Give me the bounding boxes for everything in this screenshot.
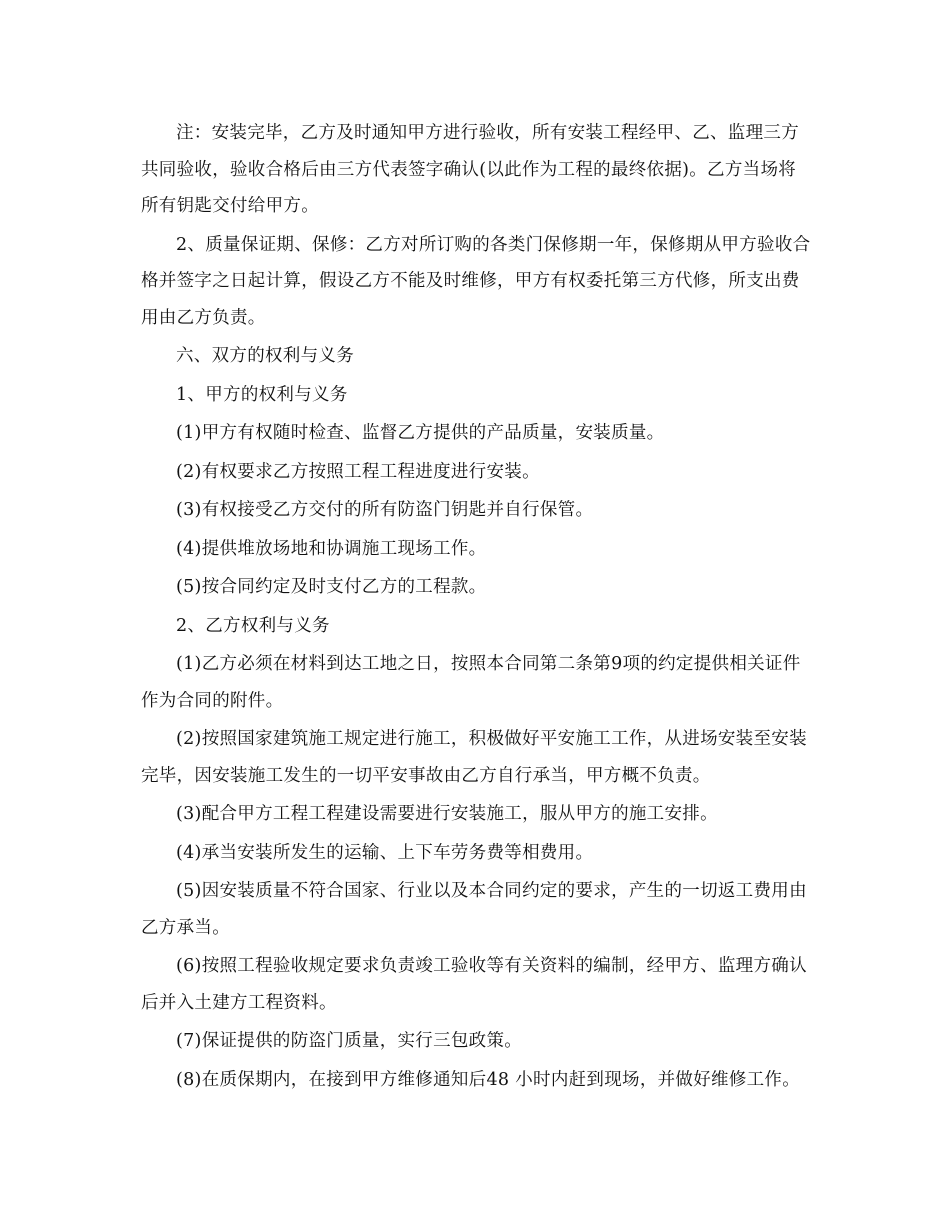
party-b-item-5: (5)因安装质量不符合国家、行业以及本合同约定的要求，产生的一切返工费用由乙方承当。 bbox=[141, 881, 807, 938]
party-a-item-5: (5)按合同约定及时支付乙方的工程款。 bbox=[176, 577, 487, 597]
party-b-item-4: (4)承当安装所发生的运输、上下车劳务费等相费用。 bbox=[176, 842, 594, 863]
paragraph-acceptance-note: 注：安装完毕，乙方及时通知甲方进行验收，所有安装工程经甲、乙、监理三方共同验收，验收合格后由三方代表签字确认(以此作为工程的最终依据)。乙方当场将所有钥匙交付给甲方。 bbox=[141, 123, 799, 216]
party-a-item-4: (4)提供堆放场地和协调施工现场工作。 bbox=[176, 538, 487, 559]
section-heading-rights-obligations: 六、双方的权利与义务 bbox=[176, 346, 354, 366]
party-b-item-8: (8)在质保期内，在接到甲方维修通知后48 小时内赶到现场，并做好维修工作。 bbox=[176, 1069, 801, 1090]
party-b-item-3: (3)配合甲方工程工程建设需要进行安装施工，服从甲方的施工安排。 bbox=[176, 804, 718, 824]
subheading-party-a: 1、甲方的权利与义务 bbox=[176, 384, 348, 405]
party-b-item-2: (2)按照国家建筑施工规定进行施工，积极做好平安施工工作，从进场安装至安装完毕，因安装施工发生的一切平安事故由乙方自行承当，甲方概不负责。 bbox=[141, 729, 807, 786]
party-a-item-3: (3)有权接受乙方交付的所有防盗门钥匙并自行保管。 bbox=[176, 500, 594, 520]
party-a-item-1: (1)甲方有权随时检查、监督乙方提供的产品质量，安装质量。 bbox=[176, 423, 665, 443]
subheading-party-b: 2、乙方权利与义务 bbox=[176, 615, 330, 636]
party-a-item-2: (2)有权要求乙方按照工程工程进度进行安装。 bbox=[176, 461, 540, 482]
paragraph-warranty: 2、质量保证期、保修：乙方对所订购的各类门保修期一年，保修期从甲方验收合格并签字之日起计算，假设乙方不能及时维修，甲方有权委托第三方代修，所支出费用由乙方负责。 bbox=[141, 234, 811, 328]
document-body bbox=[141, 115, 813, 1100]
party-b-item-1: (1)乙方必须在材料到达工地之日，按照本合同第二条第9项的约定提供相关证件作为合同的附件。 bbox=[141, 654, 801, 711]
party-b-item-7: (7)保证提供的防盗门质量，实行三包政策。 bbox=[176, 1031, 523, 1051]
party-b-item-6: (6)按照工程验收规定要求负责竣工验收等有关资料的编制，经甲方、监理方确认后并入土建方工程资料。 bbox=[141, 956, 807, 1013]
